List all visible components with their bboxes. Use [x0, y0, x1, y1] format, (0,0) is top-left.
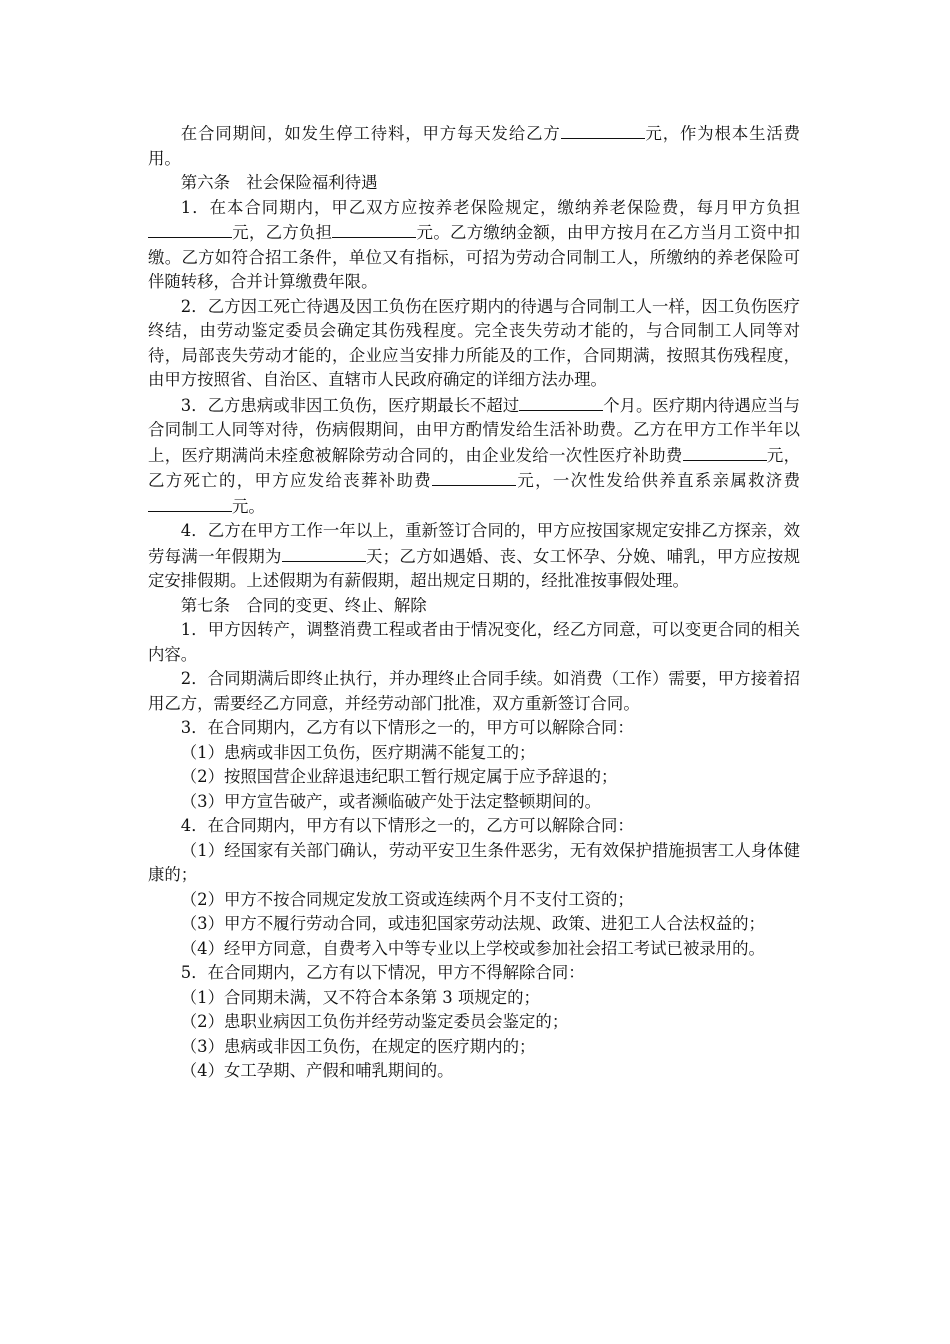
list-item: （4）女工孕期、产假和哺乳期间的。	[180, 1061, 454, 1080]
article-6-clause-3: 3．乙方患病或非因工负伤，医疗期最长不超过 个月。医疗期内待遇应当与合同制工人同等对待，伤病假期间，由甲方酌情发给生活补助费。乙方在甲方工作半年以上，医疗期满尚未痊愈被解除劳动合同的，由企业发给一次性医疗补助费 元，乙方死亡的，甲方应发给丧葬补助费 元，一次性发给供养直系亲属救济费元。	[148, 393, 800, 520]
blank-field	[148, 494, 232, 512]
list-item: （2）患职业病因工负伤并经劳动鉴定委员会鉴定的；	[180, 1012, 569, 1031]
list-item: （3）甲方宣告破产，或者濒临破产处于法定整顿期间的。	[180, 791, 601, 811]
document-page	[148, 121, 800, 1084]
list-item: （2）甲方不按合同规定发放工资或连续两个月不支付工资的；	[180, 889, 634, 909]
blank-field	[683, 443, 767, 461]
blank-field	[561, 121, 645, 139]
blank-field	[148, 220, 232, 238]
blank-field	[282, 544, 366, 562]
blank-field	[432, 468, 516, 486]
article-7-clause-4: 4．在合同期内，甲方有以下情形之一的，乙方可以解除合同：	[180, 816, 634, 835]
list-item: （1）经国家有关部门确认，劳动平安卫生条件恶劣，无有效保护措施损害工人身体健康的；	[148, 840, 800, 884]
list-item: （1）患病或非因工负伤，医疗期满不能复工的；	[180, 742, 536, 762]
paragraph-stop-work: 在合同期间，如发生停工待料，甲方每天发给乙方 元，作为根本生活费用。	[148, 121, 800, 171]
list-item: （3）甲方不履行劳动合同，或违犯国家劳动法规、政策、进犯工人合法权益的；	[180, 914, 765, 933]
blank-field	[332, 220, 416, 238]
article-7-heading: 第七条 合同的变更、终止、解除	[180, 595, 427, 615]
list-item: （1）合同期未满，又不符合本条第 3 项规定的；	[180, 987, 540, 1007]
list-item: （3）患病或非因工负伤，在规定的医疗期内的；	[180, 1036, 536, 1056]
article-6-clause-4: 4．乙方在甲方工作一年以上，重新签订合同的，甲方应按国家规定安排乙方探亲，效劳每满一年假期为 天；乙方如遇婚、丧、女工怀孕、分娩、哺乳，甲方应按规定安排假期。上述假期为有薪假期，超出规定日期的，经批准按事假处理。	[148, 521, 801, 590]
article-7-clause-5: 5．在合同期内，乙方有以下情况，甲方不得解除合同：	[180, 963, 585, 982]
article-7-clause-3: 3．在合同期内，乙方有以下情形之一的，甲方可以解除合同：	[180, 718, 634, 737]
blank-field	[519, 393, 603, 411]
list-item: （4）经甲方同意，自费考入中等专业以上学校或参加社会招工考试已被录用的。	[180, 938, 765, 958]
article-7-clause-1: 1．甲方因转产，调整消费工程或者由于情况变化，经乙方同意，可以变更合同的相关内容。	[148, 620, 800, 664]
list-item: （2）按照国营企业辞退违纪职工暂行规定属于应予辞退的；	[180, 767, 618, 786]
article-7-clause-2: 2．合同期满后即终止执行，并办理终止合同手续。如消费（工作）需要，甲方接着招用乙方，需要经乙方同意，并经劳动部门批准，双方重新签订合同。	[148, 669, 800, 713]
article-6-clause-1: 1．在本合同期内，甲乙双方应按养老保险规定，缴纳养老保险费，每月甲方负担元，乙方负担 元。乙方缴纳金额，由甲方按月在乙方当月工资中扣缴。乙方如符合招工条件，单位又有指标，可招为劳动合同制工人，所缴纳的养老保险可伴随转移，合并计算缴费年限。	[148, 197, 801, 291]
article-6-heading: 第六条 社会保险福利待遇	[180, 173, 378, 192]
article-6-clause-2: 2．乙方因工死亡待遇及因工负伤在医疗期内的待遇与合同制工人一样，因工负伤医疗终结，由劳动鉴定委员会确定其伤残程度。完全丧失劳动才能的，与合同制工人同等对待，局部丧失劳动才能的，企业应当安排力所能及的工作，合同期满，按照其伤残程度，由甲方按照省、自治区、直辖市人民政府确定的详细方法办理。	[148, 296, 800, 389]
